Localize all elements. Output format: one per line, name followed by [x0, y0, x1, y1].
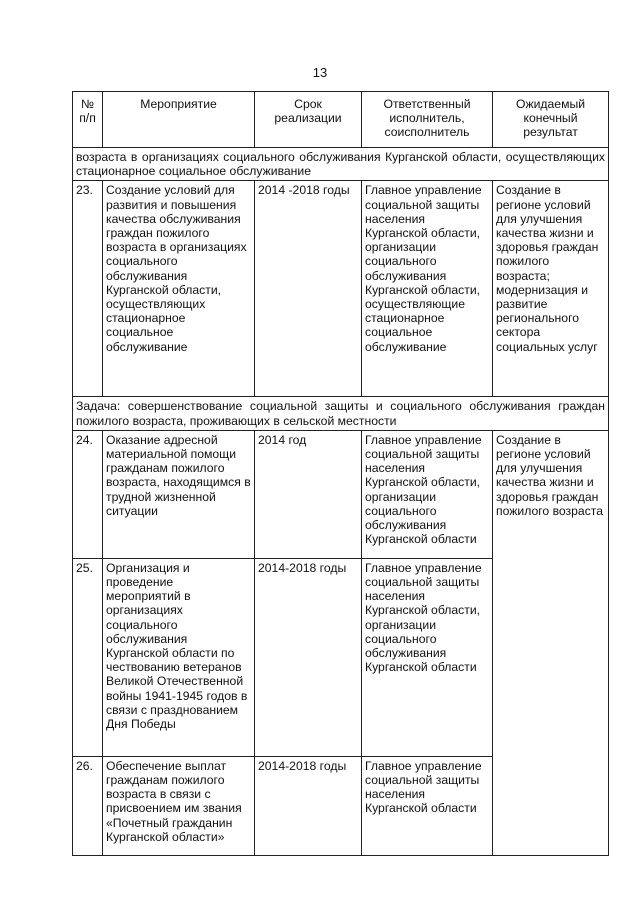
row-num: 26. — [73, 756, 103, 855]
task-text: Задача: совершенствование социальной защиты и социального обслуживания граждан пожилого возраста, проживающих в сельской местности — [73, 397, 609, 430]
row-activity: Оказание адресной материальной помощи гражданам пожилого возраста, находящимся в трудной жизненной ситуации — [103, 430, 255, 558]
row-activity: Обеспечение выплат гражданам пожилого возраста в связи с присвоением им звания «Почетный гражданин Курганской области» — [103, 756, 255, 855]
table-row — [73, 430, 609, 558]
row-result: Создание в регионе условий для улучшения качества жизни и здоровья граждан пожилого возраста; модернизация и развитие регионального сектора социальных услуг — [493, 181, 609, 397]
row-num: 24. — [73, 430, 103, 558]
table-header-row — [73, 92, 609, 148]
activities-table — [72, 91, 609, 856]
row-term: 2014 -2018 годы — [255, 181, 362, 397]
row-num: 23. — [73, 181, 103, 397]
header-result: Ожидаемый конечный результат — [493, 92, 609, 148]
row-term: 2014-2018 годы — [255, 756, 362, 855]
row-responsible: Главное управление социальной защиты населения Курганской области — [362, 756, 493, 855]
header-term: Срок реализации — [255, 92, 362, 148]
header-num: № п/п — [73, 92, 103, 148]
task-row — [73, 397, 609, 430]
row-result: Создание в регионе условий для улучшения качества жизни и здоровья граждан пожилого возраста — [493, 430, 609, 855]
row-responsible: Главное управление социальной защиты населения Курганской области, организации социального обслуживания Курганской области — [362, 558, 493, 756]
row-term: 2014-2018 годы — [255, 558, 362, 756]
row-responsible: Главное управление социальной защиты населения Курганской области, организации социального обслуживания Курганской области, осуществляющие стационарное социальное обслуживание — [362, 181, 493, 397]
page-number: 13 — [312, 65, 328, 80]
continuation-row — [73, 148, 609, 181]
row-activity: Организация и проведение мероприятий в организациях социального обслуживания Курганской области по чествованию ветеранов Великой Отечественной войны 1941-1945 годов в связи с празднованием Дня Победы — [103, 558, 255, 756]
continuation-text: возраста в организациях социального обслуживания Курганской области, осуществляющих стационарное социальное обслуживание — [73, 148, 609, 181]
header-activity: Мероприятие — [103, 92, 255, 148]
row-activity: Создание условий для развития и повышения качества обслуживания граждан пожилого возраста в организациях социального обслуживания Курганской области, осуществляющих стационарное социальное обслуживание — [103, 181, 255, 397]
row-term: 2014 год — [255, 430, 362, 558]
row-responsible: Главное управление социальной защиты населения Курганской области, организации социального обслуживания Курганской области — [362, 430, 493, 558]
table-row — [73, 181, 609, 397]
header-responsible: Ответственный исполнитель, соисполнитель — [362, 92, 493, 148]
row-num: 25. — [73, 558, 103, 756]
